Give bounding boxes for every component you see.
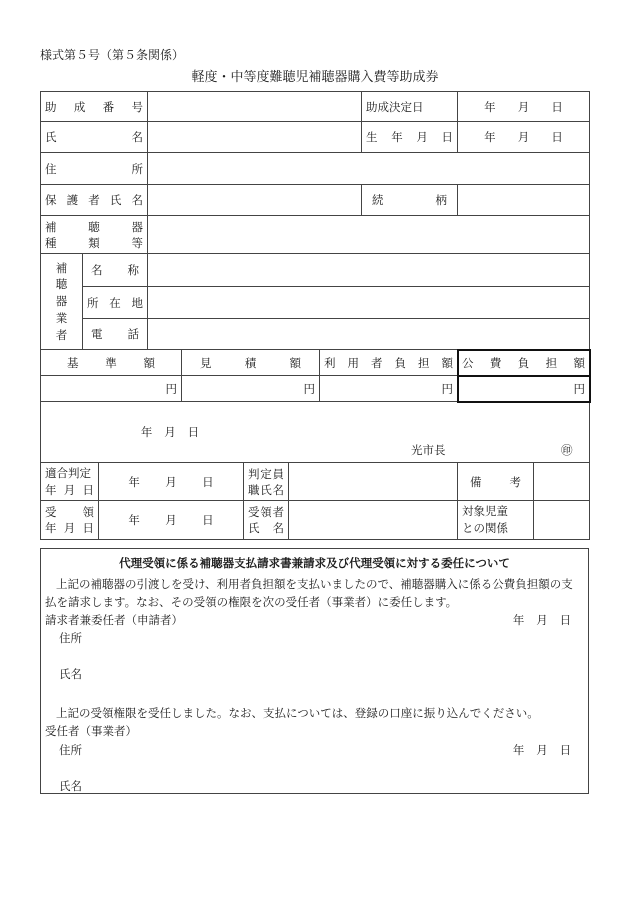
dealer-location-field[interactable] [148, 287, 590, 319]
issuance-date[interactable] [129, 424, 211, 440]
requester-address-label: 住所 [59, 631, 82, 645]
label-char: 電 [91, 327, 103, 341]
acceptance-date[interactable] [501, 742, 583, 758]
mandatary-label: 受任者（事業者） [45, 724, 137, 738]
label-char: 備 [470, 474, 482, 489]
mandatary-name-label: 氏名 [59, 779, 82, 793]
label-char: 聴 [88, 219, 100, 234]
address-field[interactable] [148, 153, 590, 185]
birth-date-field[interactable] [458, 122, 590, 153]
label-char: 者 [272, 505, 285, 519]
label-char: 月 [536, 743, 548, 757]
label-char: 氏 [248, 521, 260, 535]
label-char: 日 [82, 482, 94, 497]
label-char: 日 [202, 474, 214, 489]
label-char: 準 [105, 355, 117, 370]
label-char: 保 [45, 193, 57, 207]
hearing-aid-type-field[interactable] [148, 216, 590, 254]
guardian-name-field[interactable] [148, 185, 362, 216]
vertical-char: 聴 [55, 277, 68, 292]
label-char: 額 [573, 355, 586, 370]
label-char: 等 [131, 235, 143, 250]
label-char: 年 [128, 474, 140, 489]
vertical-char: 器 [55, 294, 68, 309]
label-char: 護 [66, 193, 79, 207]
label-char: 者 [88, 193, 100, 207]
receipt-date-label [41, 501, 99, 540]
label-char: 日 [187, 425, 200, 439]
label-char: 日 [559, 743, 572, 757]
label-char: 月 [416, 130, 428, 144]
user-burden-label [320, 350, 458, 376]
relationship-label [362, 185, 458, 216]
notice-body-line1: 上記の補聴器の引渡しを受け、利用者負担額を支払いましたので、補聴器購入に係る公費負担額の支 [56, 577, 573, 591]
grant-decision-date-label: 助成決定日 [362, 92, 458, 122]
label-char: 受 [248, 505, 260, 519]
label-char: 号 [131, 99, 143, 114]
label-char: 月 [63, 521, 76, 535]
document-title: 軽度・中等度難聴児補聴器購入費等助成券 [191, 70, 439, 85]
recipient-name-field[interactable] [289, 501, 458, 540]
vertical-char: 補 [55, 260, 68, 275]
label-char: 担 [545, 355, 558, 370]
label-char: 器 [131, 219, 143, 234]
label-char: 年 [484, 130, 496, 144]
label-char: 柄 [435, 193, 448, 207]
label-char: 月 [536, 613, 548, 627]
standard-amount-label [41, 350, 182, 376]
label-char: 話 [127, 327, 140, 341]
label-char: 見 [200, 355, 212, 370]
birth-date-label [362, 122, 458, 153]
label-char: 職 [248, 482, 260, 497]
label-char: 年 [45, 482, 57, 497]
remarks-field[interactable] [534, 463, 590, 501]
dealer-phone-label [83, 319, 148, 350]
label-char: 年 [128, 513, 140, 527]
label-char: 負 [517, 355, 530, 370]
label-char: 額 [289, 355, 302, 370]
label-char: 助 [45, 99, 57, 114]
application-table [40, 91, 590, 540]
label-char: 考 [509, 474, 522, 489]
label-char: 名 [131, 130, 144, 144]
label-char: 月 [517, 99, 530, 114]
issuance-block [41, 402, 590, 463]
label-char: 者 [371, 355, 383, 370]
label-char: 日 [551, 99, 563, 114]
label-char: 続 [372, 193, 384, 207]
label-char: 担 [418, 355, 430, 370]
label-char: 年 [391, 130, 403, 144]
label-char: 所 [87, 295, 99, 310]
grant-number-label [41, 92, 148, 122]
label-char: 番 [102, 99, 115, 114]
label-char: 領 [260, 505, 272, 519]
grant-number-field[interactable] [148, 92, 362, 122]
label-char: 月 [164, 425, 176, 439]
relationship-field[interactable] [458, 185, 590, 216]
label-char: 成 [73, 99, 86, 114]
standard-amount-field[interactable]: 円 [41, 376, 182, 402]
requester-name-label: 氏名 [59, 667, 82, 681]
label-char: 月 [63, 482, 76, 497]
public-burden-field[interactable]: 円 [458, 376, 590, 402]
label-char: 名 [272, 482, 285, 497]
label-char: 年 [484, 99, 496, 114]
label-char: 受 [45, 505, 57, 519]
label-char: 種 [45, 235, 57, 250]
fitting-date-label: 適合判定 年 月 日 [41, 463, 99, 501]
label-char: 補 [45, 219, 57, 234]
label-char: 月 [517, 130, 530, 144]
form-number-label: 様式第５号（第５条関係） [40, 48, 185, 62]
vertical-char: 業 [55, 310, 68, 325]
label-char: 月 [165, 513, 177, 527]
dealer-location-label [83, 287, 148, 319]
label-char: 類 [88, 235, 100, 250]
label-char: 日 [559, 613, 572, 627]
child-relation-label: 対象児童 との関係 [458, 501, 534, 540]
requester-label: 請求者兼委任者（申請者） [45, 613, 183, 627]
label-char: 利 [324, 355, 336, 370]
label-char: 日 [441, 130, 453, 144]
label-char: 称 [127, 263, 140, 277]
label-char: 積 [244, 355, 257, 370]
mandatary-address-label: 住所 [59, 743, 82, 757]
dealer-phone-field[interactable] [148, 319, 590, 350]
label-char: 領 [82, 505, 94, 519]
acceptance-text: 上記の受領権限を受任しました。なお、支払については、登録の口座に振り込んでください。 [56, 706, 539, 720]
label-char: 名 [91, 263, 103, 277]
label-char: 負 [394, 355, 407, 370]
grant-decision-date-field[interactable] [458, 92, 590, 122]
judge-label [244, 463, 289, 501]
hearing-aid-type-label [41, 216, 148, 254]
label-char: 地 [131, 295, 143, 310]
judge-name-field[interactable] [289, 463, 458, 501]
issuer-name: 光市長 [411, 443, 446, 457]
estimate-amount-field[interactable]: 円 [182, 376, 320, 402]
label-char: 額 [143, 355, 155, 370]
label-char: 名 [272, 521, 285, 535]
fitting-date-field[interactable] [99, 463, 244, 501]
label-char: 年 [512, 613, 525, 627]
label-char: 在 [109, 295, 121, 310]
user-burden-field[interactable]: 円 [320, 376, 458, 402]
label-char: 年 [45, 521, 57, 535]
label-char: 月 [165, 474, 177, 489]
label-char: 日 [551, 130, 563, 144]
remarks-label [458, 463, 534, 501]
label-char: 額 [441, 355, 454, 370]
receipt-date-field[interactable] [99, 501, 244, 540]
label-char: 生 [366, 130, 378, 144]
request-date[interactable] [501, 612, 583, 628]
guardian-name-label [41, 185, 148, 216]
notice-heading: 代理受領に係る補聴器支払請求書兼請求及び代理受領に対する委任について [119, 556, 510, 570]
label-char: 氏 [109, 193, 122, 207]
dealer-name-label [83, 254, 148, 287]
label-char: 日 [202, 513, 214, 527]
seal-mark: ㊞ [561, 443, 573, 457]
label-char: 所 [131, 161, 144, 176]
child-name-field[interactable] [148, 122, 362, 153]
label-char: 氏 [45, 130, 57, 144]
notice-body-line2: 払を請求します。なお、その受領の権限を次の受任者（事業者）に委任します。 [45, 595, 458, 609]
label-char: 定 [260, 466, 272, 481]
dealer-name-field[interactable] [148, 254, 590, 287]
label-char: 日 [82, 521, 94, 535]
label-char: 基 [67, 355, 79, 370]
label-char: 用 [347, 355, 360, 370]
label-char: 公 [462, 355, 474, 370]
estimate-amount-label [182, 350, 320, 376]
vertical-char: 者 [55, 327, 68, 342]
label-char: 年 [512, 743, 525, 757]
label-char: 費 [489, 355, 502, 370]
dealer-label [41, 254, 83, 350]
label-char: 年 [140, 425, 153, 439]
public-burden-label [458, 350, 590, 376]
label-char: 判 [248, 466, 260, 481]
label-char: 員 [272, 466, 285, 481]
label-char: 名 [131, 193, 143, 207]
child-name-label [41, 122, 148, 153]
address-label [41, 153, 148, 185]
label-char: 氏 [260, 482, 272, 497]
child-relation-field[interactable] [534, 501, 590, 540]
recipient-label [244, 501, 289, 540]
proxy-receipt-notice [40, 548, 589, 794]
label-char: 住 [45, 161, 57, 176]
